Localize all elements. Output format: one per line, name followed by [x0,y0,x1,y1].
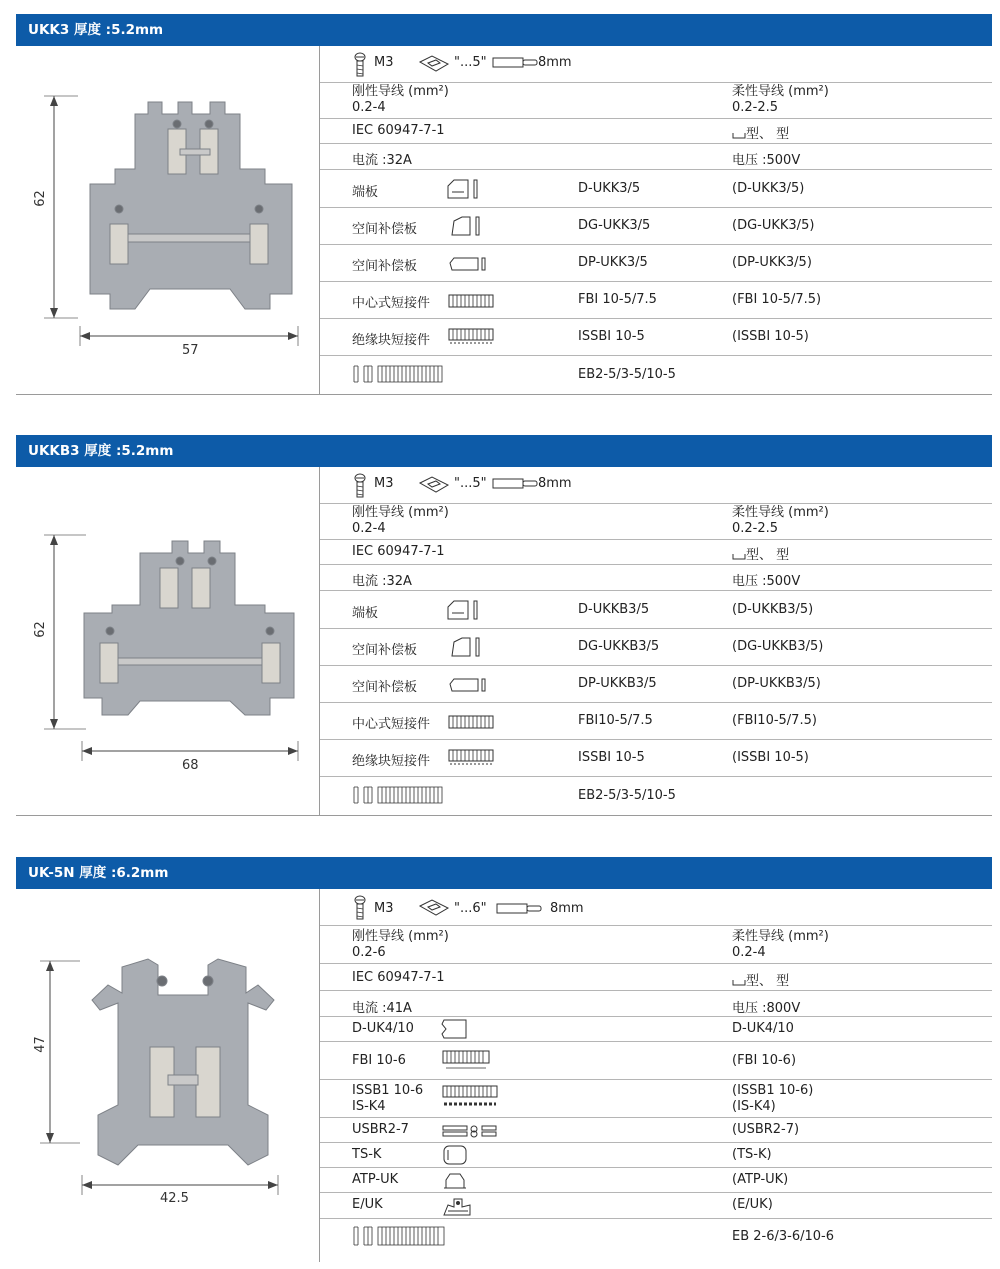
connection-type [732,123,789,142]
flexible-wire-value: 0.2-4 [732,945,766,960]
connection-type-icon [732,551,746,561]
accessory-alt-code: (USBR2-7) [732,1122,800,1137]
insulated-bridge-icon [442,1085,498,1111]
flexible-wire-value: 0.2-2.5 [732,521,779,536]
accessory-alt-code: (D-UKKB3/5) [732,602,814,617]
wire-strip-icon [492,478,540,490]
accessory-alt-code: (DG-UKKB3/5) [732,639,824,654]
accessory-code: EB2-5/3-5/10-5 [578,367,676,382]
accessory-code: D-UKK3/5 [578,181,641,196]
wire-info-row [320,46,992,83]
accessory-row [320,629,992,666]
flexible-wire-value: 0.2-2.5 [732,100,779,115]
accessory-name: 中心式短接件 [352,717,431,732]
accessory-name: 中心式短接件 [352,296,431,311]
section-title: UKK3 厚度 :5.2mm [16,14,992,46]
rigid-wire [352,84,449,116]
accessory-row [320,666,992,703]
end-plate-icon [446,599,482,621]
partition-plate-icon [442,1144,472,1166]
terminal-block-image [80,94,300,324]
spacer-plate-icon [450,636,486,658]
accessory-alt-line2: (IS-K4) [732,1099,776,1114]
accessory-alt-code: (E/UK) [732,1197,773,1212]
rigid-wire-label: 刚性导线 (mm²) [352,505,449,520]
current-rating: 电流 :41A [352,1001,412,1016]
accessory-row [320,1017,992,1042]
accessory-code: ISSBI 10-5 [578,750,645,765]
accessory-name-line1: ISSB1 10-6 [352,1083,424,1098]
section-title: UK-5N 厚度 :6.2mm [16,857,992,889]
wire-strip-icon [496,903,544,915]
accessory-row [320,1118,992,1143]
rigid-wire-value: 0.2-4 [352,100,386,115]
marker-strip-icon [352,785,444,805]
screw-size: M3 [374,55,394,70]
standard-row [320,540,992,565]
accessory-alt-code: (TS-K) [732,1147,772,1162]
accessory-name [352,1083,423,1115]
accessory-name: TS-K [352,1147,382,1162]
rating-row [320,565,992,591]
accessory-alt-code: (FBI 10-6) [732,1053,797,1068]
connection-type-icon [732,130,746,140]
connection-type-label: 型、 型 [746,974,790,989]
section-body [16,46,992,395]
spec-table [320,889,992,1262]
connection-type-icon [732,977,746,987]
accessory-code: DP-UKK3/5 [578,255,648,270]
marker-strip-icon [352,364,444,384]
end-clamp-icon [442,1195,474,1217]
accessory-row [320,740,992,777]
accessory-row [320,208,992,245]
screw-size: M3 [374,901,394,916]
accessory-code: DG-UKK3/5 [578,218,651,233]
section-body [16,467,992,816]
voltage-rating: 电压 :800V [732,1001,801,1016]
current-rating: 电流 :32A [352,153,412,168]
connection-type-label: 型、 型 [746,127,790,142]
section-body [16,889,992,1262]
accessory-name: 空间补偿板 [352,643,418,658]
accessory-row [320,245,992,282]
accessory-row [320,703,992,740]
wire-gauge-row [320,504,992,540]
rigid-wire [352,505,449,537]
accessory-alt-code: (ISSBI 10-5) [732,750,809,765]
voltage-rating: 电压 :500V [732,574,801,589]
accessory-row [320,1168,992,1193]
strip-length: 8mm [538,476,572,491]
wire-info-row [320,467,992,504]
accessory-row [320,1042,992,1080]
terminal-block-image [78,955,288,1185]
screw-icon [354,52,366,78]
end-plate-icon [446,178,482,200]
rating-row [320,991,992,1017]
accessory-code: ISSBI 10-5 [578,329,645,344]
accessory-name: 空间补偿板 [352,680,418,695]
bridge-icon [448,294,494,308]
standard-row [320,964,992,991]
standard: IEC 60947-7-1 [352,970,445,985]
strip-size: "...5" [454,476,487,491]
screw-size: M3 [374,476,394,491]
spec-table [320,46,992,394]
accessory-row [320,1219,992,1255]
wire-info-row [320,889,992,926]
accessory-row [320,1080,992,1118]
strip-length: 8mm [538,55,572,70]
strip-length: 8mm [550,901,584,916]
marker-strip-icon [352,1225,446,1247]
accessory-row [320,777,992,816]
spacer-plate-icon [450,215,486,237]
accessory-code: DG-UKKB3/5 [578,639,660,654]
width-dimension: 42.5 [160,1191,189,1206]
section-ukkb3 [16,435,992,816]
strip-size: "...6" [454,901,487,916]
accessory-code: EB2-5/3-5/10-5 [578,788,676,803]
bridge-icon [448,715,494,729]
accessory-name: 端板 [352,606,379,621]
flexible-wire [732,84,829,116]
insulated-bridge-icon [448,328,494,346]
section-uk-5n [16,857,992,1262]
accessory-name: FBI 10-6 [352,1053,406,1068]
accessory-name: E/UK [352,1197,383,1212]
product-drawing [16,467,319,815]
accessory-alt-code: (DP-UKKB3/5) [732,676,821,691]
spec-table [320,467,992,815]
accessory-row [320,356,992,395]
width-dimension: 68 [182,758,199,773]
section-title: UKKB3 厚度 :5.2mm [16,435,992,467]
connection-type [732,544,789,563]
screw-icon [354,473,366,499]
rigid-wire-value: 0.2-6 [352,945,386,960]
rigid-wire-label: 刚性导线 (mm²) [352,84,449,99]
product-drawing [16,889,319,1262]
accessory-row [320,1193,992,1219]
accessory-row [320,170,992,208]
accessory-alt-code [732,1083,813,1115]
accessory-alt-code: (ATP-UK) [732,1172,789,1187]
accessory-row [320,591,992,629]
accessory-alt-line1: (ISSB1 10-6) [732,1083,814,1098]
separation-plate-icon [442,1170,472,1190]
accessory-name-line2: IS-K4 [352,1099,386,1114]
rigid-wire-value: 0.2-4 [352,521,386,536]
spacer-plate-icon [448,676,488,694]
width-dimension: 57 [182,343,199,358]
product-drawing [16,46,319,394]
insulated-bridge-icon [448,749,494,767]
accessory-alt-code: EB 2-6/3-6/10-6 [732,1229,834,1244]
connection-type [732,970,789,989]
section-ukk3 [16,14,992,395]
terminal-block-image [80,533,300,733]
standard: IEC 60947-7-1 [352,544,445,559]
screwdriver-icon [418,54,450,74]
voltage-rating: 电压 :500V [732,153,801,168]
standard-row [320,119,992,144]
flexible-wire-label: 柔性导线 (mm²) [732,505,829,520]
flexible-wire-label: 柔性导线 (mm²) [732,84,829,99]
accessory-code: DP-UKKB3/5 [578,676,657,691]
accessory-name: 绝缘块短接件 [352,754,431,769]
accessory-alt-code: (DG-UKK3/5) [732,218,815,233]
accessory-name: ATP-UK [352,1172,399,1187]
height-dimension: 62 [32,621,48,638]
accessory-code: D-UKKB3/5 [578,602,650,617]
accessory-name: 空间补偿板 [352,259,418,274]
accessory-alt-code: (DP-UKK3/5) [732,255,812,270]
bridge-icon [442,1050,490,1070]
screwdriver-icon [418,898,450,918]
height-dimension: 47 [32,1036,48,1053]
height-dimension: 62 [32,190,48,207]
accessory-name: 空间补偿板 [352,222,418,237]
accessory-code: FBI10-5/7.5 [578,713,653,728]
accessory-name: USBR2-7 [352,1122,409,1137]
flexible-wire [732,929,829,961]
accessory-row [320,1143,992,1168]
accessory-alt-code: (D-UKK3/5) [732,181,805,196]
standard: IEC 60947-7-1 [352,123,445,138]
rigid-wire [352,929,449,961]
spacer-plate-icon [448,255,488,273]
accessory-alt-code: (FBI10-5/7.5) [732,713,817,728]
accessory-code: FBI 10-5/7.5 [578,292,657,307]
accessory-alt-code: (FBI 10-5/7.5) [732,292,822,307]
rating-row [320,144,992,170]
accessory-row [320,319,992,356]
accessory-row [320,282,992,319]
accessory-name: 端板 [352,185,379,200]
accessory-name: 绝缘块短接件 [352,333,431,348]
flexible-wire [732,505,829,537]
strip-size: "...5" [454,55,487,70]
end-cover-icon [440,1018,472,1040]
accessory-alt-code: D-UK4/10 [732,1021,794,1036]
accessory-alt-code: (ISSBI 10-5) [732,329,809,344]
wire-gauge-row [320,83,992,119]
wire-gauge-row [320,926,992,964]
screwdriver-icon [418,475,450,495]
bridge-bar-icon [442,1124,498,1138]
rigid-wire-label: 刚性导线 (mm²) [352,929,449,944]
connection-type-label: 型、 型 [746,548,790,563]
accessory-name: D-UK4/10 [352,1021,414,1036]
wire-strip-icon [492,57,540,69]
current-rating: 电流 :32A [352,574,412,589]
screw-icon [354,895,366,921]
flexible-wire-label: 柔性导线 (mm²) [732,929,829,944]
